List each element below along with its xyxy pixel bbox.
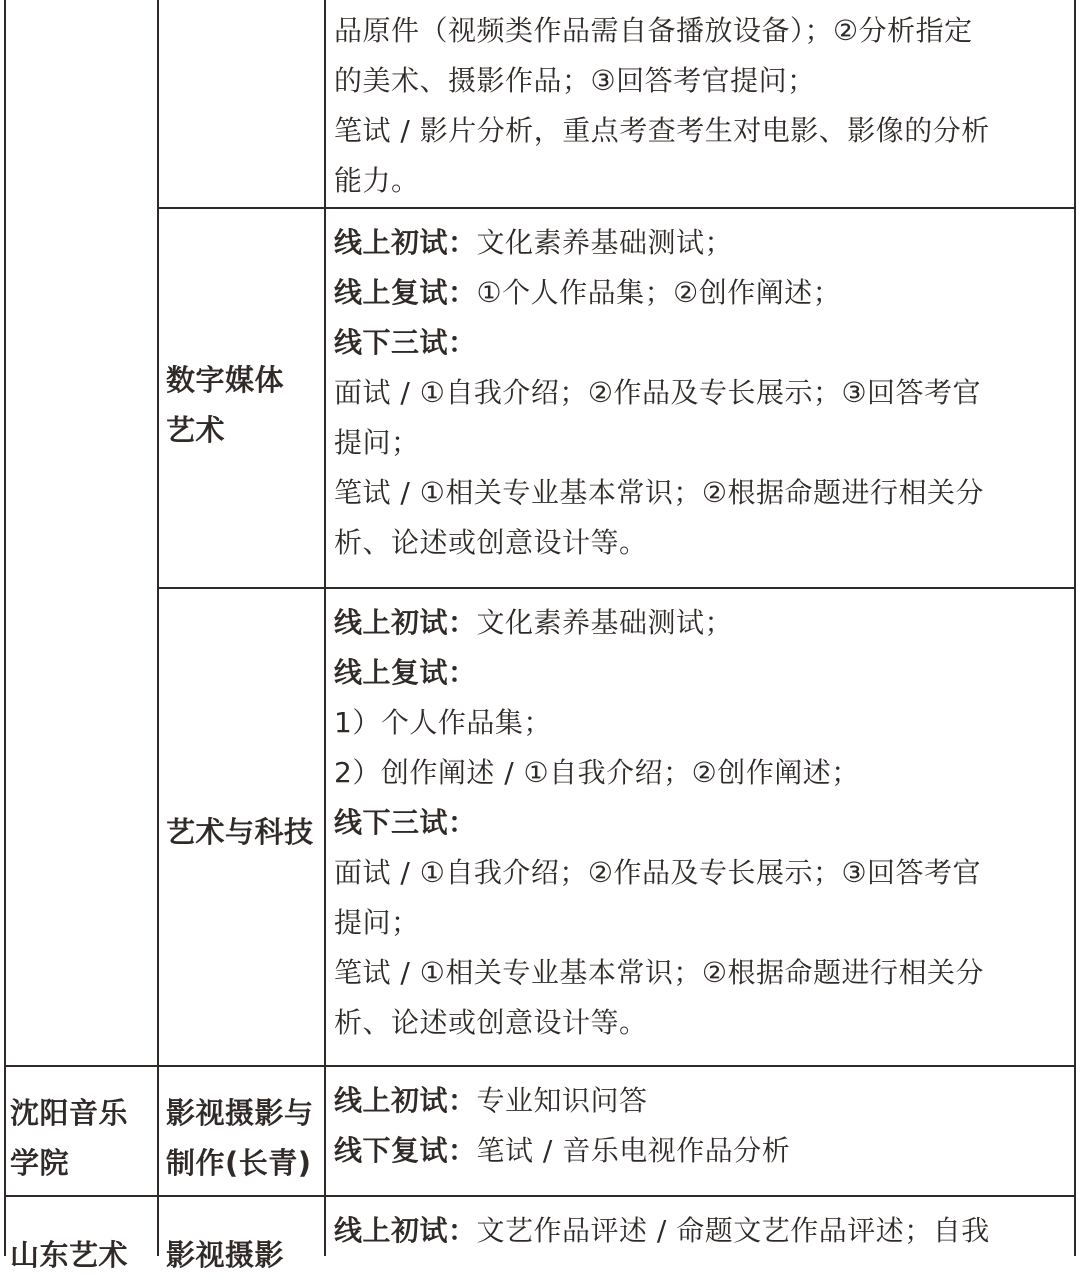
requirements-cell-bottom bbox=[334, 1206, 1054, 1256]
requirement-line: 提问； bbox=[334, 426, 420, 459]
table-border-right bbox=[1074, 0, 1076, 1256]
table-divider-school bbox=[157, 0, 159, 1256]
major-digital-media-art: 数字媒体 艺术 bbox=[166, 363, 285, 447]
requirement-line: 线下三试： bbox=[334, 326, 477, 359]
major-film-tv-photography: 影视摄影与 制作(长青) bbox=[166, 1096, 314, 1180]
requirement-line: 面试 / ①自我介绍；②作品及专长展示；③回答考官 bbox=[334, 856, 982, 889]
requirement-line: 面试 / ①自我介绍；②作品及专长展示；③回答考官 bbox=[334, 376, 982, 409]
requirement-line: 能力。 bbox=[334, 164, 420, 197]
requirement-line: 的美术、摄影作品；③回答考官提问； bbox=[334, 64, 816, 97]
requirement-line: 笔试 / ①相关专业基本常识；②根据命题进行相关分 bbox=[334, 956, 984, 989]
table-border-left bbox=[4, 0, 6, 1256]
requirement-line: 2）创作阐述 / ①自我介绍；②创作阐述； bbox=[334, 756, 860, 789]
requirements-cell-digital bbox=[334, 218, 1054, 568]
requirement-line: 线上初试：文化素养基础测试； bbox=[334, 226, 734, 259]
requirement-line: 品原件（视频类作品需自备播放设备）；②分析指定 bbox=[334, 14, 973, 47]
requirements-cell-top bbox=[334, 6, 1054, 206]
school-partial: 山东艺术 bbox=[10, 1238, 129, 1272]
major-partial: 影视摄影 bbox=[166, 1238, 285, 1272]
requirement-line: 线上初试：文化素养基础测试； bbox=[334, 606, 734, 639]
requirement-line: 析、论述或创意设计等。 bbox=[334, 526, 648, 559]
requirement-line: 笔试 / 影片分析，重点考查考生对电影、影像的分析 bbox=[334, 114, 990, 147]
requirement-line: 线上初试：文艺作品评述 / 命题文艺作品评述；自我 bbox=[334, 1214, 990, 1247]
requirement-line: 笔试 / ①相关专业基本常识；②根据命题进行相关分 bbox=[334, 476, 984, 509]
requirement-line: 1）个人作品集； bbox=[334, 706, 552, 739]
requirements-cell-arttech bbox=[334, 598, 1054, 1048]
row-divider bbox=[157, 587, 1076, 589]
requirement-line: 提问； bbox=[334, 906, 420, 939]
table-divider-major bbox=[324, 0, 326, 1256]
row-divider bbox=[4, 1065, 1076, 1067]
requirement-line: 线下复试：笔试 / 音乐电视作品分析 bbox=[334, 1134, 791, 1167]
requirement-line: 线上初试：专业知识问答 bbox=[334, 1084, 648, 1117]
requirement-line: 析、论述或创意设计等。 bbox=[334, 1006, 648, 1039]
requirement-line: 线上复试： bbox=[334, 656, 477, 689]
requirements-cell-shenyang bbox=[334, 1076, 1054, 1176]
major-art-and-tech: 艺术与科技 bbox=[166, 815, 314, 849]
school-shenyang-conservatory: 沈阳音乐 学院 bbox=[10, 1096, 129, 1180]
row-divider bbox=[157, 207, 1076, 209]
requirement-line: 线下三试： bbox=[334, 806, 477, 839]
requirement-line: 线上复试：①个人作品集；②创作阐述； bbox=[334, 276, 842, 309]
row-divider bbox=[4, 1195, 1076, 1197]
